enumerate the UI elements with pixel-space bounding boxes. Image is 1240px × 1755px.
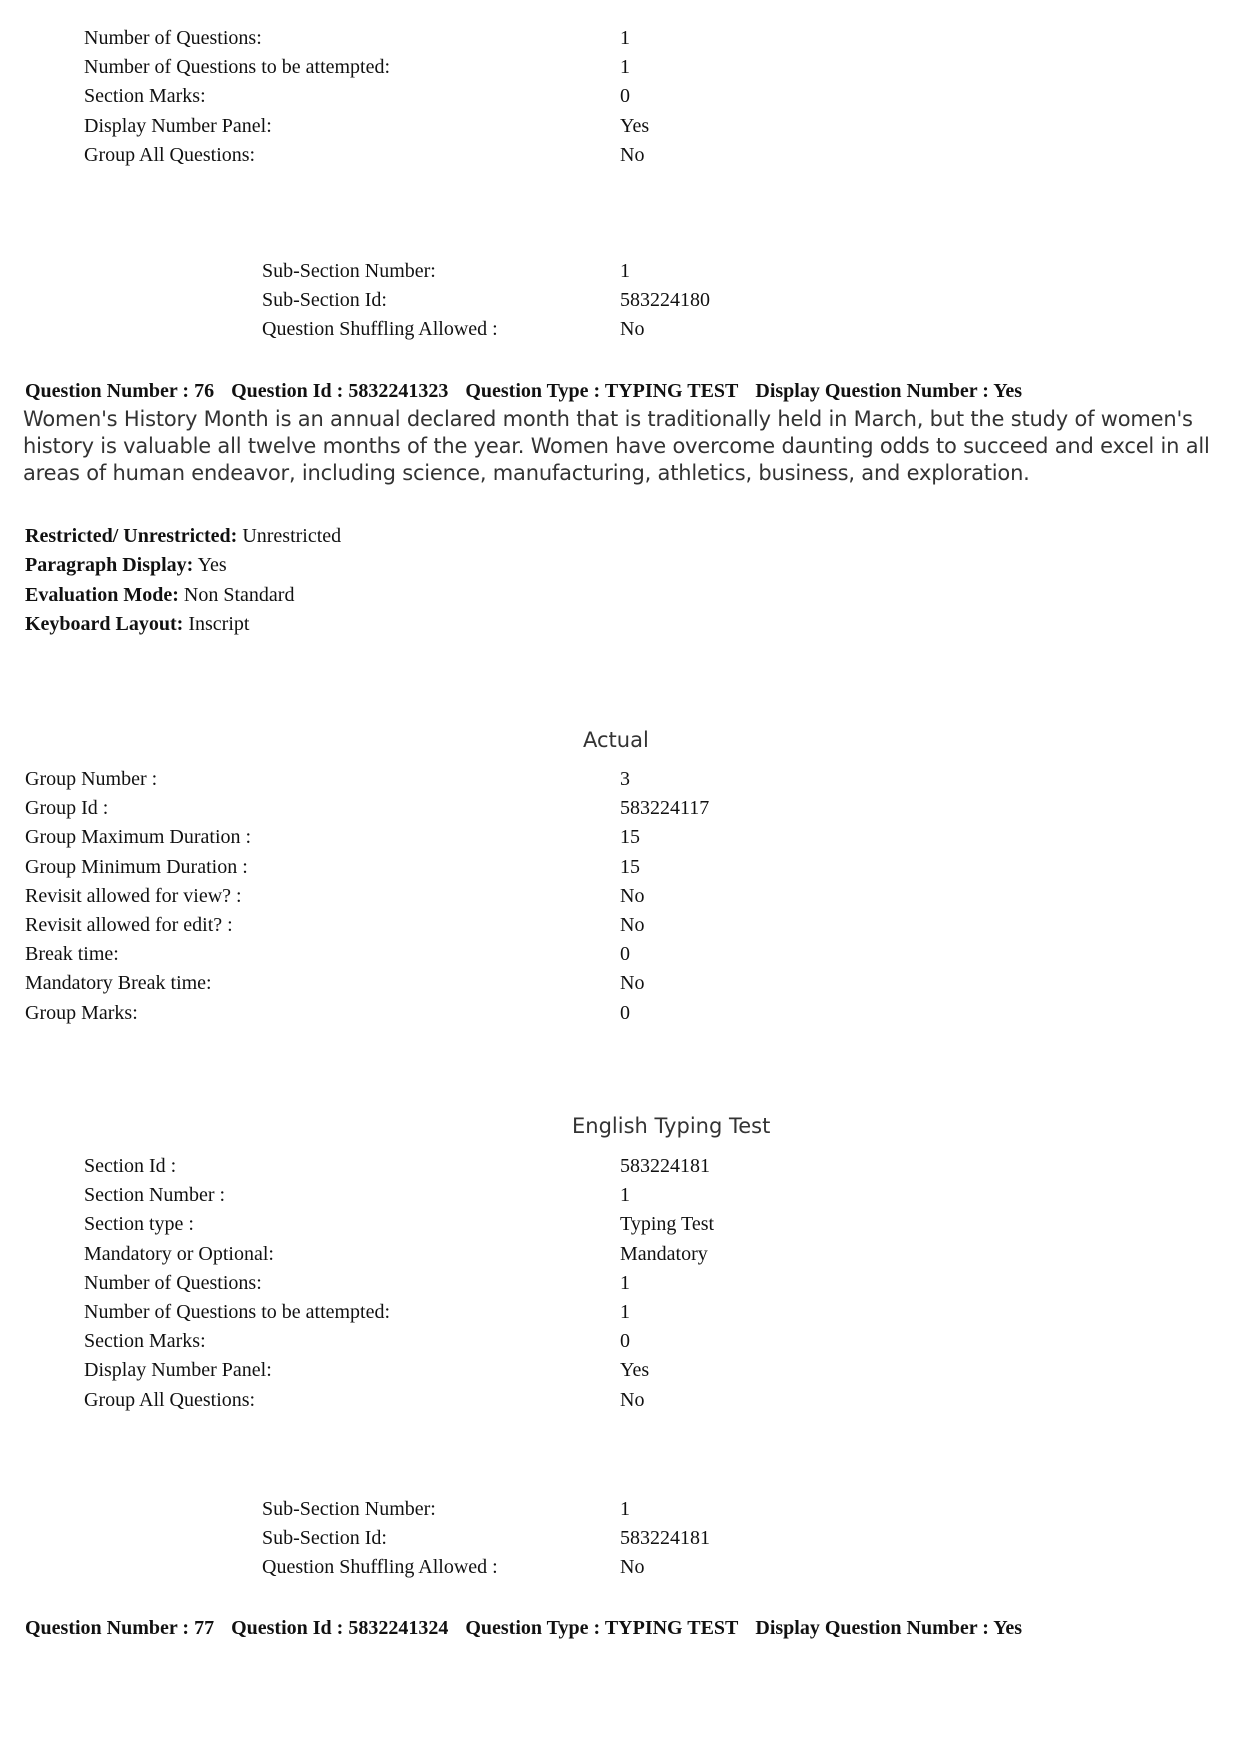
property-label: Sub-Section Id: xyxy=(262,289,387,312)
question-number: Question Number : 76 xyxy=(25,380,215,402)
meta-label: Evaluation Mode: xyxy=(25,583,179,606)
property-label: Group All Questions: xyxy=(84,1388,256,1411)
property-value: No xyxy=(620,318,645,341)
meta-label: Keyboard Layout: xyxy=(25,612,184,635)
meta-row xyxy=(25,551,341,580)
group-heading: Actual xyxy=(583,728,649,752)
typing-passage: Women's History Month is an annual declared month that is traditionally held in March, but the study of women's history is valuable all twelve months of the year. Women have overcome daunting odds to succeed and excel in all areas of human endeavor, including science, manufacturing, athletics, business, and exploration. xyxy=(23,407,1210,485)
meta-label: Restricted/ Unrestricted: xyxy=(25,525,238,547)
property-label: Revisit allowed for edit? : xyxy=(25,913,233,936)
property-label: Section Marks: xyxy=(84,85,206,108)
property-label: Sub-Section Number: xyxy=(262,1498,436,1520)
meta-row xyxy=(25,522,341,551)
display-question-number: Display Question Number : Yes xyxy=(755,380,1023,402)
property-label: Number of Questions: xyxy=(84,27,262,49)
property-label: Group All Questions: xyxy=(84,143,256,166)
property-value: 0 xyxy=(620,943,630,966)
meta-row xyxy=(25,610,341,639)
property-value: 583224181 xyxy=(620,1527,710,1550)
property-label: Section type : xyxy=(84,1213,194,1236)
property-value: 1 xyxy=(620,1300,630,1323)
property-label: Group Id : xyxy=(25,797,109,820)
property-label: Question Shuffling Allowed : xyxy=(262,318,498,341)
property-value: 1 xyxy=(620,1184,630,1207)
property-label: Number of Questions to be attempted: xyxy=(84,56,391,79)
property-value: 1 xyxy=(620,56,630,79)
meta-label: Paragraph Display: xyxy=(25,554,194,577)
property-value: No xyxy=(620,1556,645,1579)
property-value: 0 xyxy=(620,1001,630,1024)
property-value: No xyxy=(620,913,645,936)
property-value: 0 xyxy=(620,85,630,108)
property-label: Display Number Panel: xyxy=(84,1359,272,1382)
property-label: Question Shuffling Allowed : xyxy=(262,1556,498,1579)
property-value: No xyxy=(620,972,645,995)
section-heading: English Typing Test xyxy=(572,1114,771,1138)
property-label: Section Marks: xyxy=(84,1330,206,1353)
meta-row xyxy=(25,581,341,610)
property-value: 15 xyxy=(620,826,640,849)
question-type: Question Type : TYPING TEST xyxy=(465,1617,739,1639)
question-meta xyxy=(25,522,341,639)
property-label: Group Maximum Duration : xyxy=(25,826,252,849)
property-value: Mandatory xyxy=(620,1242,708,1265)
property-label: Break time: xyxy=(25,943,119,966)
property-label: Group Marks: xyxy=(25,1001,138,1024)
property-value: 15 xyxy=(620,855,640,878)
property-label: Sub-Section Id: xyxy=(262,1527,387,1550)
meta-value: Non Standard xyxy=(183,583,295,606)
question-header-77 xyxy=(25,1615,1034,1641)
property-label: Mandatory Break time: xyxy=(25,972,212,995)
property-value: Yes xyxy=(620,1359,650,1382)
meta-value: Inscript xyxy=(188,612,250,635)
display-question-number: Display Question Number : Yes xyxy=(755,1617,1023,1639)
property-label: Revisit allowed for view? : xyxy=(25,884,242,907)
property-label: Mandatory or Optional: xyxy=(84,1242,274,1265)
meta-value: Yes xyxy=(197,554,227,577)
meta-value: Unrestricted xyxy=(242,525,342,547)
property-value: Typing Test xyxy=(620,1213,715,1236)
property-value: No xyxy=(620,143,645,166)
property-label: Number of Questions: xyxy=(84,1271,262,1294)
question-id: Question Id : 5832241323 xyxy=(231,380,449,402)
property-label: Group Number : xyxy=(25,768,158,790)
property-value: 583224180 xyxy=(620,289,710,312)
property-label: Sub-Section Number: xyxy=(262,260,436,282)
property-value: 583224117 xyxy=(620,797,710,820)
property-label: Number of Questions to be attempted: xyxy=(84,1300,391,1323)
property-value: 583224181 xyxy=(620,1155,710,1177)
question-header-76 xyxy=(25,378,1034,404)
property-value: No xyxy=(620,1388,645,1411)
question-id: Question Id : 5832241324 xyxy=(231,1617,449,1639)
question-number: Question Number : 77 xyxy=(25,1617,215,1639)
property-value: 1 xyxy=(620,260,630,282)
property-label: Section Number : xyxy=(84,1184,226,1207)
property-label: Display Number Panel: xyxy=(84,114,272,137)
property-value: 1 xyxy=(620,27,630,49)
property-label: Section Id : xyxy=(84,1155,177,1177)
property-value: 1 xyxy=(620,1271,630,1294)
property-value: 3 xyxy=(620,768,630,790)
question-type: Question Type : TYPING TEST xyxy=(465,380,739,402)
property-value: Yes xyxy=(620,114,650,137)
property-value: 0 xyxy=(620,1330,630,1353)
property-label: Group Minimum Duration : xyxy=(25,855,248,878)
property-value: 1 xyxy=(620,1498,630,1520)
property-value: No xyxy=(620,884,645,907)
